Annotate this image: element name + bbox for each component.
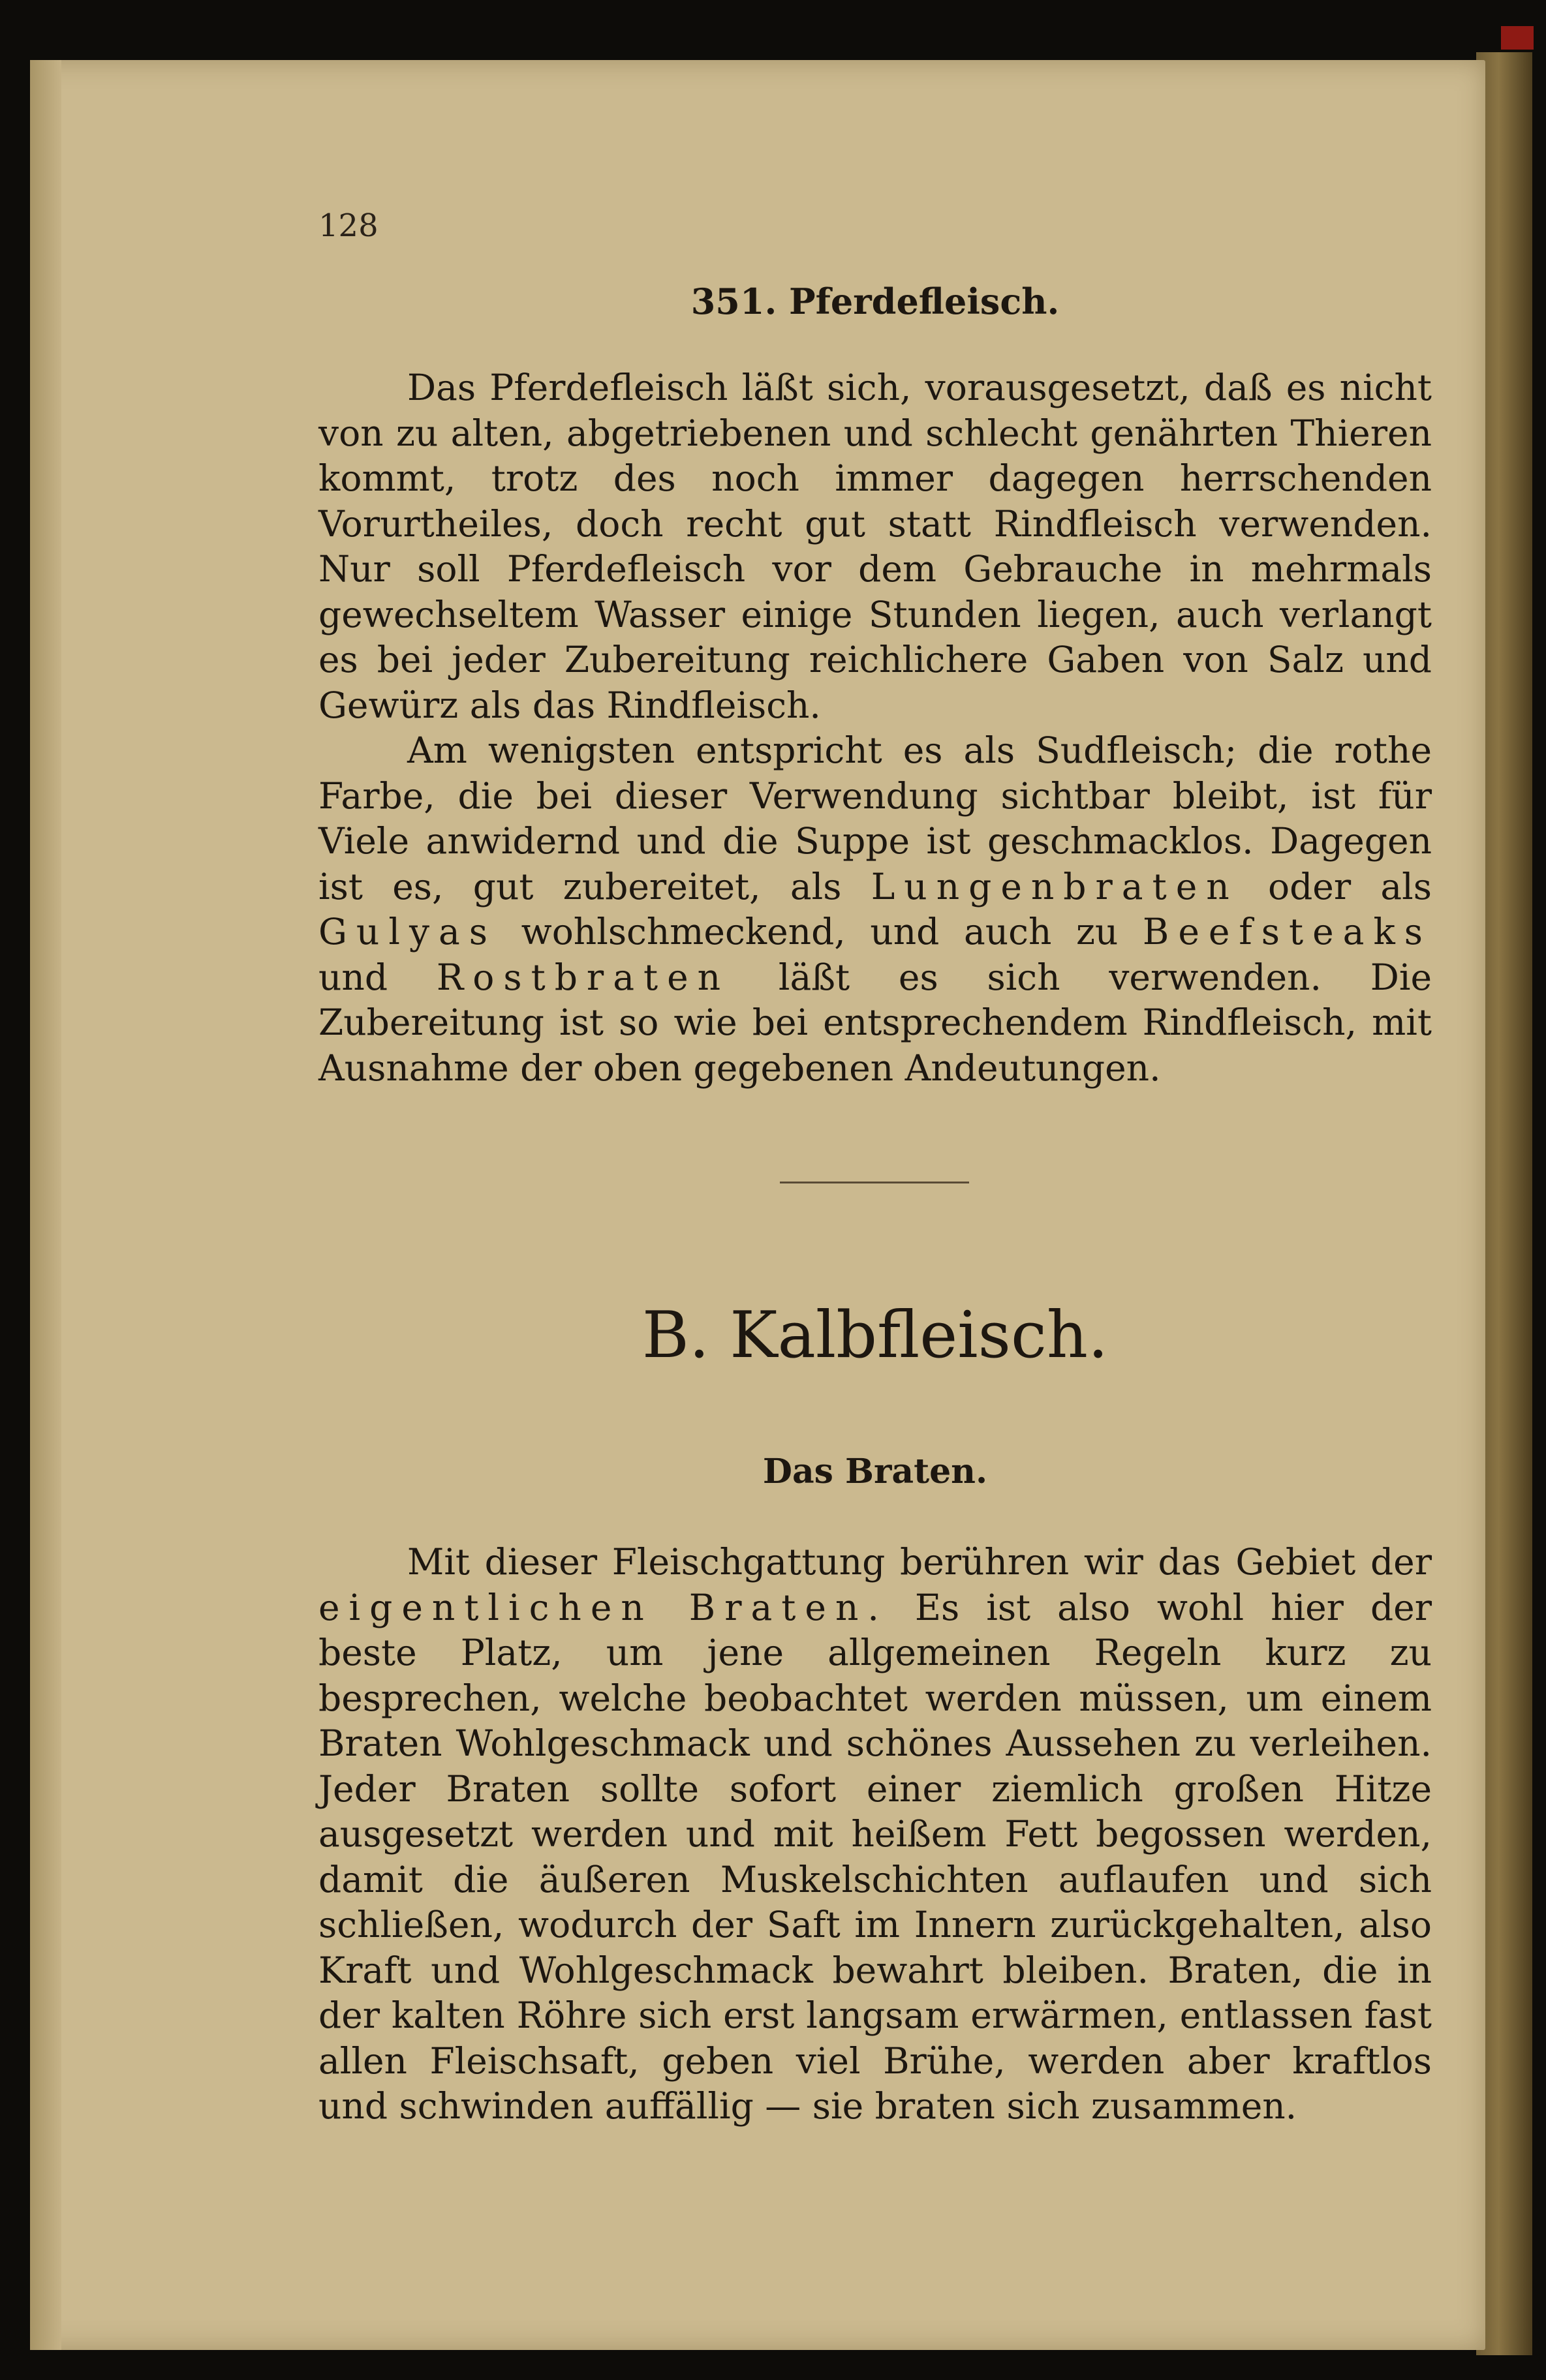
recipe-paragraph-2 — [318, 728, 1432, 1091]
emphasis-lungenbraten: Lungenbraten — [871, 865, 1239, 908]
text-run: Es ist also wohl hier der beste Platz, um jene allgemeinen Regeln kurz zu besprechen, welche beobachtet werden müssen, um einem Braten Wohlgeschmack und schönes Aussehen zu verleihen. Jeder Braten sollte sofort einer ziemlich großen Hitze ausgesetzt werden und mit heißem Fett begossen werden, damit die äußeren Muskelschichten auflaufen und sich schließen, wodurch der Saft im Innern zurückgehalten, also Kraft und Wohlgeschmack bewahrt bleiben. Braten, die in der kalten Röhre sich erst langsam erwärmen, entlassen fast allen Fleischsaft, geben viel Brühe, werden aber kraftlos und schwinden auffällig — sie braten sich zusammen. — [318, 1586, 1432, 2127]
section-divider — [780, 1182, 969, 1183]
page-left-edge — [30, 60, 61, 2350]
page-number: 128 — [318, 207, 379, 244]
chapter-paragraph — [318, 1540, 1432, 2129]
chapter-body — [318, 1540, 1432, 2129]
emphasis-beefsteaks: Beefsteaks — [1142, 911, 1432, 953]
text-run: wohlschmeckend, und auch zu — [497, 911, 1143, 953]
text-run: Mit dieser Fleischgattung berühren wir das Gebiet der — [407, 1541, 1432, 1583]
emphasis-eigentlichen-braten: eigentlichen Braten. — [318, 1586, 888, 1628]
recipe-heading: 351. Pferdefleisch. — [690, 281, 1060, 322]
emphasis-rostbraten: Rostbraten — [436, 956, 730, 998]
text-run: und — [318, 956, 437, 998]
bookmark-ribbon — [1501, 26, 1534, 50]
text-run: Am wenigsten entspricht es als Sudfleisch; die rothe Farbe, die bei dieser Verwendung sichtbar bleibt, ist für Viele anwidernd und die Suppe ist geschmacklos. Dagegen ist es, gut zubereitet, als — [318, 729, 1432, 908]
text-run: läßt es sich verwenden. Die Zubereitung ist so wie bei entsprechendem Rindfleisch, mit Ausnahme der oben gegebenen Andeutungen. — [318, 956, 1432, 1089]
recipe-paragraph-1: Das Pferdefleisch läßt sich, vorausgesetzt, daß es nicht von zu alten, abgetriebenen und schlecht genährten Thieren kommt, trotz des noch immer dagegen herrschenden Vorurtheiles, doch recht gut statt Rindfleisch verwenden. Nur soll Pferdefleisch vor dem Gebrauche in mehrmals gewechseltem Wasser einige Stunden liegen, auch verlangt es bei jeder Zubereitung reichlichere Gaben von Salz und Gewürz als das Rindfleisch. — [318, 367, 1432, 726]
chapter-title: B. Kalbfleisch. — [642, 1298, 1109, 1373]
section-heading: Das Braten. — [762, 1452, 988, 1491]
recipe-body — [318, 365, 1432, 1091]
emphasis-gulyas: Gulyas — [318, 911, 497, 953]
text-run: oder als — [1238, 865, 1432, 908]
